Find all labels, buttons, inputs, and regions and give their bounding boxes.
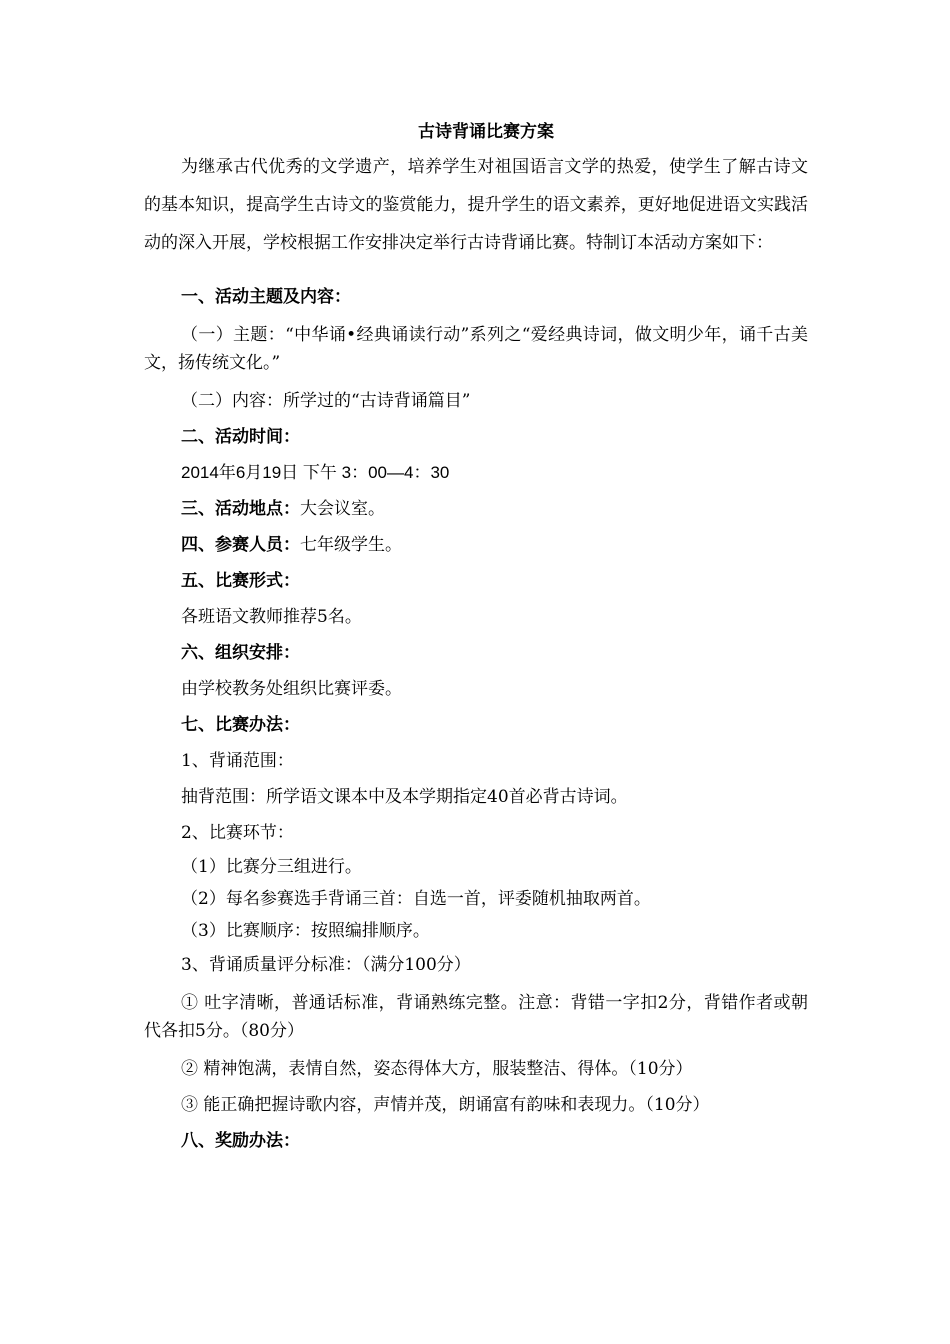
section-7-2-heading: 2、比赛环节： <box>181 823 294 843</box>
section-5-value: 各班语文教师推荐5名。 <box>181 607 362 627</box>
section-6-value: 由学校教务处组织比赛评委。 <box>181 679 402 699</box>
section-3-heading: 三、活动地点： <box>181 499 300 519</box>
section-7-3-item-3: ③ 能正确把握诗歌内容，声情并茂，朗诵富有韵味和表现力。（10分） <box>181 1095 710 1115</box>
section-7-heading: 七、比赛办法： <box>181 715 300 735</box>
section-2-heading: 二、活动时间： <box>181 427 300 447</box>
section-2-time: 2014年6月19日 下午 3：00—4：30 <box>181 463 450 482</box>
section-4-heading: 四、参赛人员： <box>181 535 300 555</box>
section-7-3-item-1: ① 吐字清晰，普通话标准，背诵熟练完整。注意：背错一字扣2分，背错作者或朝代各扣5分。（80分） <box>144 993 808 1041</box>
section-7-3-item-2: ② 精神饱满，表情自然，姿态得体大方，服装整洁、得体。（10分） <box>181 1059 693 1079</box>
section-4-value: 七年级学生。 <box>300 535 402 555</box>
section-1-theme: （一）主题：“中华诵•经典诵读行动”系列之“爱经典诗词，做文明少年，诵千古美文，扬传统文化。” <box>144 325 808 373</box>
section-3-value: 大会议室。 <box>300 499 385 519</box>
section-1-heading: 一、活动主题及内容： <box>181 287 351 307</box>
section-8-heading: 八、奖励办法： <box>181 1131 300 1151</box>
section-7-2-item-1: （1）比赛分三组进行。 <box>181 857 362 877</box>
document-page <box>144 120 808 1159</box>
section-7-3-heading: 3、背诵质量评分标准：（满分100分） <box>181 955 471 975</box>
section-1-content: （二）内容：所学过的“古诗背诵篇目” <box>181 391 471 411</box>
section-4 <box>144 527 808 563</box>
section-7-1-value: 抽背范围：所学语文课本中及本学期指定40首必背古诗词。 <box>181 787 628 807</box>
document-title: 古诗背诵比赛方案 <box>418 122 554 142</box>
section-7-2-item-3: （3）比赛顺序：按照编排顺序。 <box>181 921 430 941</box>
section-6-heading: 六、组织安排： <box>181 643 300 663</box>
section-7-2-item-2: （2）每名参赛选手背诵三首：自选一首，评委随机抽取两首。 <box>181 889 651 909</box>
section-3 <box>144 491 808 527</box>
intro-paragraph: 为继承古代优秀的文学遗产，培养学生对祖国语言文学的热爱，使学生了解古诗文的基本知识，提高学生古诗文的鉴赏能力，提升学生的语文素养，更好地促进语文实践活动的深入开展，学校根据工作安排决定举行古诗背诵比赛。特制订本活动方案如下： <box>144 157 808 253</box>
section-5-heading: 五、比赛形式： <box>181 571 300 591</box>
section-7-1-heading: 1、背诵范围： <box>181 751 294 771</box>
